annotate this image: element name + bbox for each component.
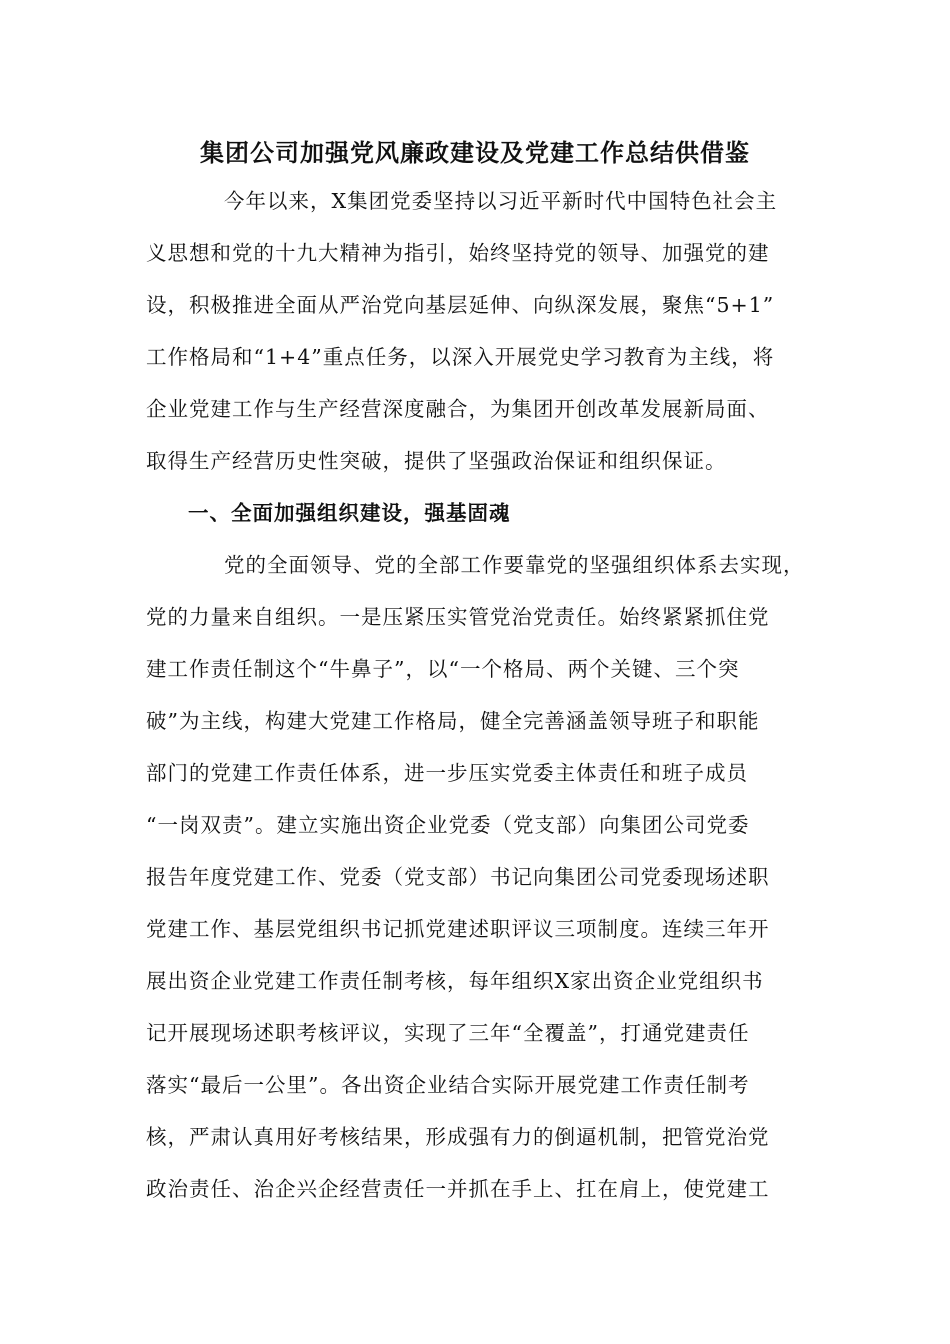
intro-line: 工作格局和“1+4”重点任务，以深入开展党史学习教育为主线，将 [146,345,775,369]
paragraph-line: 落实“最后一公里”。各出资企业结合实际开展党建工作责任制考 [146,1073,750,1097]
paragraph-line: 建工作责任制这个“牛鼻子”，以“一个格局、两个关键、三个突 [146,657,740,681]
paragraph-line: 政治责任、治企兴企经营责任一并抓在手上、扛在肩上，使党建工 [146,1177,770,1201]
paragraph-line: 展出资企业党建工作责任制考核，每年组织X家出资企业党组织书 [146,969,764,993]
intro-line: 今年以来，X集团党委坚持以习近平新时代中国特色社会主 [224,189,778,213]
intro-line: 取得生产经营历史性突破，提供了坚强政治保证和组织保证。 [146,449,727,473]
paragraph-line: 党建工作、基层党组织书记抓党建述职评议三项制度。连续三年开 [146,917,770,941]
intro-line: 企业党建工作与生产经营深度融合，为集团开创改革发展新局面、 [146,397,770,421]
paragraph-line: 核，严肃认真用好考核结果，形成强有力的倒逼机制，把管党治党 [146,1125,770,1149]
intro-line: 义思想和党的十九大精神为指引，始终坚持党的领导、加强党的建 [146,241,770,265]
intro-line: 设，积极推进全面从严治党向基层延伸、向纵深发展，聚焦“5+1” [146,293,775,317]
paragraph-line: “一岗双责”。建立实施出资企业党委（党支部）向集团公司党委 [146,813,750,837]
paragraph-line: 报告年度党建工作、党委（党支部）书记向集团公司党委现场述职 [146,865,770,889]
paragraph-line: 党的全面领导、党的全部工作要靠党的坚强组织体系去实现， [224,553,805,577]
paragraph-line: 部门的党建工作责任体系，进一步压实党委主体责任和班子成员 [146,761,748,785]
paragraph-line: 破”为主线，构建大党建工作格局，健全完善涵盖领导班子和职能 [146,709,760,733]
section-heading: 一、全面加强组织建设，强基固魂 [188,501,511,525]
paragraph-line: 党的力量来自组织。一是压紧压实管党治党责任。始终紧紧抓住党 [146,605,770,629]
paragraph-line: 记开展现场述职考核评议，实现了三年“全覆盖”，打通党建责任 [146,1021,750,1045]
document-title: 集团公司加强党风廉政建设及党建工作总结供借鉴 [200,138,750,167]
